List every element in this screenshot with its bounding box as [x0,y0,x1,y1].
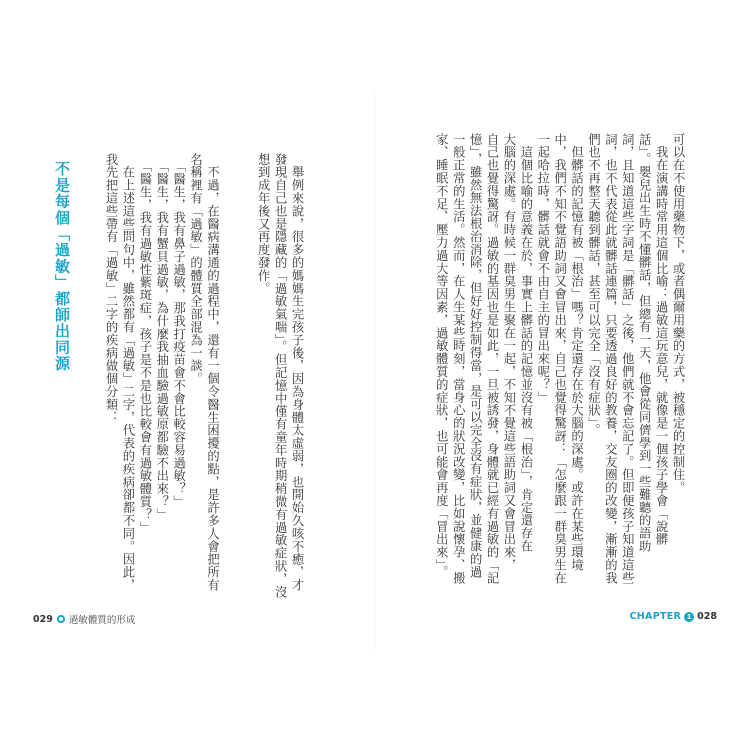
left-page-intro-paragraph: 舉例來說，很多的媽媽生完孩子後，因為身體太虛弱，也開始久咳不癒，才 發現自己也是隱藏的「過敏氣喘」。但記憶中僅有童年時期稍微有過敏症狀，沒 想到成年後又再度發作。 [256,153,304,599]
right-page [375,0,750,750]
running-title: 過敏體質的形成 [68,615,136,626]
chapter-number-badge: 1 [684,612,694,622]
left-page-body-text [102,153,305,599]
right-page-body-text: 可以在不使用藥物下，或者偶爾用藥的方式，被穩定的控制住。 我在演講時常用這個比喻：過敏這玩意兒，就像是一個孩子學會「說髒 話」。嬰兒出生時不懂髒話，但總有一天，他會從同儕學到一些難聽的語助 詞，且知道這些字詞是「髒話」之後，他們就不會忘記了。但即便孩子知道這些 詞，也不代表從此就髒話連篇，只要透過良好的教養，交友圈的改變，漸漸的我 們也不再整天聽到髒話，甚至可以完全「沒有症狀」。 但髒話的記憶有被「根治」嗎？肯定還存在於大腦的深處。或許在某些環境 中，我們不知不覺語助詞又會冒出來，自己也覺得驚訝：「怎麼跟一群臭男生在 一起哈拉時，髒話就會不由自主的冒出來呢？」 這個比喻的意義在於，事實上髒話的記憶並沒有被「根治」，肯定還存在 大腦的深處。有時候一群臭男生聚在一起，不知不覺這些語助詞又會冒出來， 自己也覺得驚訝。過敏的基因也是如此，一旦被誘發，身體就已經有過敏的「記 憶」，雖然無法根治消除，但好好控制得當，是可以完全沒有症狀，並健康的過 一般正常的生活。然而，在人生某些時刻，當身心的狀況改變，比如說懷孕、搬 家、睡眠不足、壓力過大等因素，過敏體質的症狀，也可能會再度「冒出來」。 [434,133,685,585]
bullet-dot-icon [57,615,65,623]
right-page-footer [630,611,717,622]
left-page-number: 029 [33,613,53,625]
section-heading: 不是每個「過敏」都師出同源 [53,161,71,372]
left-page-footer [33,612,135,626]
left-page-main-paragraphs: 不過，在醫病溝通的過程中，還有一個令醫生困擾的點，是許多人會把所有 名稱裡有「過敏」的體質全部混為一談。 「醫生，我有鼻子過敏，那我打疫苗會不會比較容易過敏？」 「醫生，我有蟹貝過敏，為什麼我抽血驗過敏原都驗不出來？」 「醫生，我有過敏性紫斑症，孩子是不是也比較會有過敏體質？」 在上述這些問句中，雖然都有「過敏」二字，代表的疾病卻都不同。因此， 我先把這些帶有「過敏」二字的疾病做個分類： [104,153,220,592]
chapter-label: CHAPTER [629,611,682,622]
right-page-number: 028 [697,611,717,622]
